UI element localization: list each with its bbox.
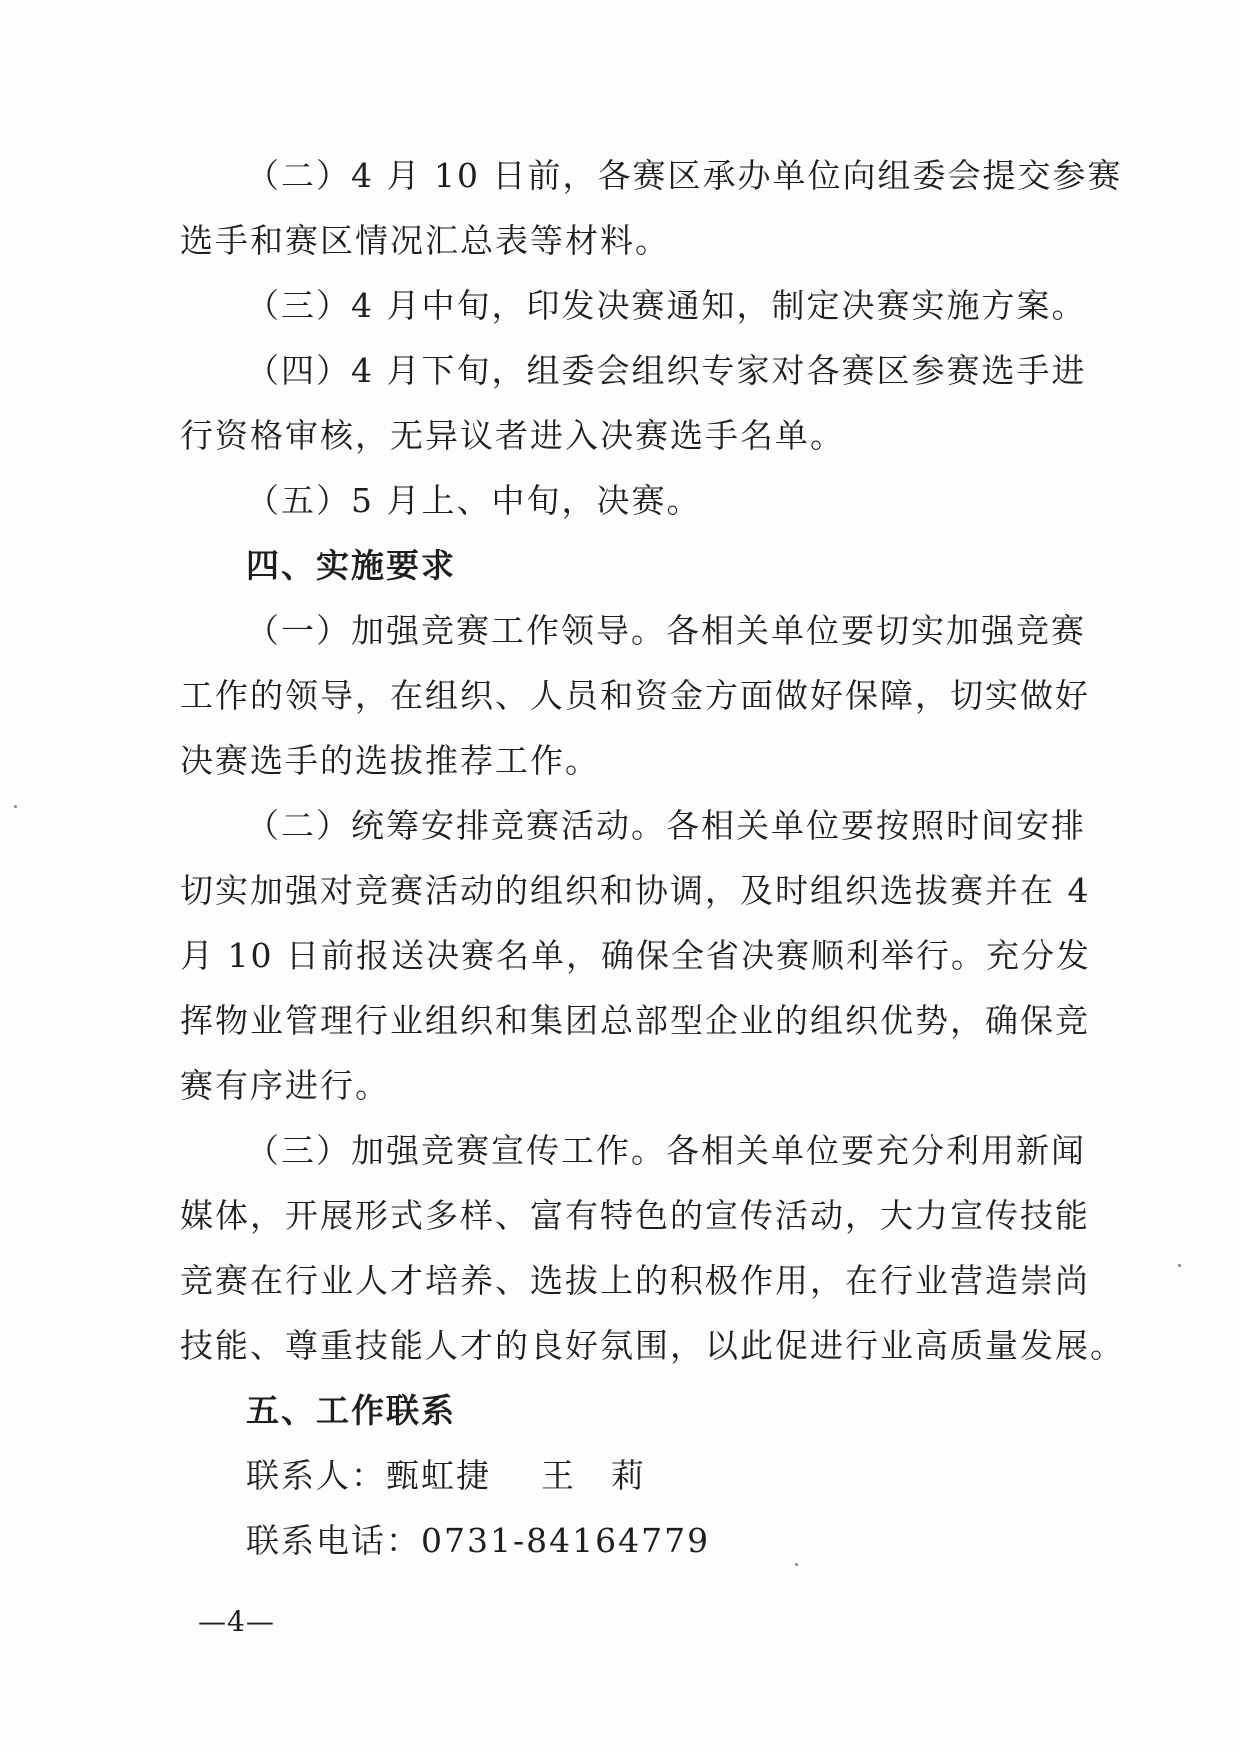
phone-label: 联系电话： <box>246 1521 421 1560</box>
scan-speck <box>1178 1264 1181 1267</box>
paragraph-line: （二）统筹安排竞赛活动。各相关单位要按照时间安排 <box>246 806 1086 845</box>
paragraph-line: 决赛选手的选拔推荐工作。 <box>180 741 600 780</box>
document-body <box>180 143 1125 1573</box>
paragraph-line: 选手和赛区情况汇总表等材料。 <box>180 221 670 260</box>
contact-person-row <box>180 1443 1050 1508</box>
section-heading-contact: 五、工作联系 <box>246 1391 456 1430</box>
paragraph-line: （三）加强竞赛宣传工作。各相关单位要充分利用新闻 <box>246 1131 1086 1170</box>
page-number: —4— <box>198 1605 275 1638</box>
paragraph-line: （一）加强竞赛工作领导。各相关单位要切实加强竞赛 <box>246 611 1086 650</box>
paragraph-line: 行资格审核，无异议者进入决赛选手名单。 <box>180 416 845 455</box>
paragraph-line: 挥物业管理行业组织和集团总部型企业的组织优势，确保竞 <box>180 1001 1090 1040</box>
paragraph-line: 技能、尊重技能人才的良好氛围，以此促进行业高质量发展。 <box>180 1326 1125 1365</box>
paragraph-line: 月 10 日前报送决赛名单，确保全省决赛顺利举行。充分发 <box>180 936 1091 975</box>
paragraph-line: （三）4 月中旬，印发决赛通知，制定决赛实施方案。 <box>246 286 1087 325</box>
paragraph-line: （五）5 月上、中旬，决赛。 <box>246 481 702 520</box>
paragraph-line: 媒体，开展形式多样、富有特色的宣传活动，大力宣传技能 <box>180 1196 1090 1235</box>
paragraph-line: 工作的领导，在组织、人员和资金方面做好保障，切实做好 <box>180 676 1090 715</box>
contact-name-1: 甄虹捷 <box>386 1456 491 1495</box>
paragraph-line: （二）4 月 10 日前，各赛区承办单位向组委会提交参赛 <box>246 156 1123 195</box>
contact-name-2: 王 莉 <box>541 1456 646 1495</box>
section-heading-requirements: 四、实施要求 <box>246 546 456 585</box>
scan-speck <box>795 1563 798 1566</box>
scan-speck <box>14 805 17 808</box>
paragraph-line: 竞赛在行业人才培养、选拔上的积极作用，在行业营造崇尚 <box>180 1261 1090 1300</box>
paragraph-line: （四）4 月下旬，组委会组织专家对各赛区参赛选手进 <box>246 351 1087 390</box>
contact-phone-row <box>180 1508 1050 1573</box>
contact-label: 联系人： <box>246 1456 386 1495</box>
paragraph-line: 切实加强对竞赛活动的组织和协调，及时组织选拔赛并在 4 <box>180 871 1091 910</box>
paragraph-line: 赛有序进行。 <box>180 1066 390 1105</box>
phone-value: 0731-84164779 <box>421 1521 711 1560</box>
